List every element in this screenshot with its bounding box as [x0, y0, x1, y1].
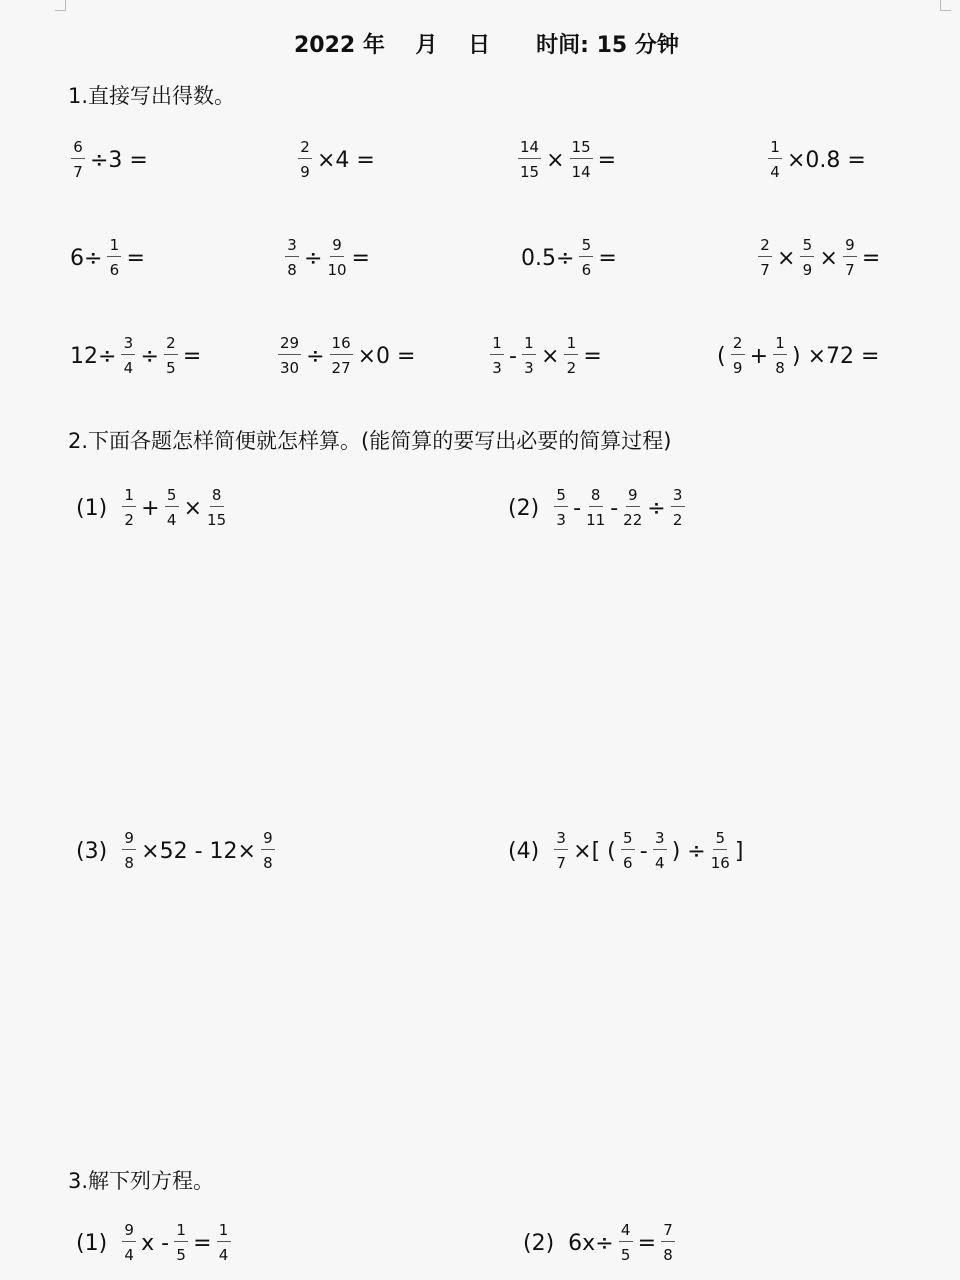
fraction: [570, 140, 593, 180]
fraction: [758, 238, 772, 278]
numerator: 8: [210, 488, 224, 507]
numerator: 3: [653, 831, 667, 850]
denominator: 5: [176, 1246, 186, 1264]
denominator: 7: [845, 261, 855, 279]
operator-text: ÷: [647, 495, 666, 521]
denominator: 9: [802, 261, 813, 279]
problem-number: (1): [76, 495, 108, 521]
fraction: [165, 488, 179, 528]
operator-text: ÷: [140, 343, 159, 369]
problem: [76, 831, 278, 871]
denominator: 2: [672, 511, 683, 529]
operator-text: -: [573, 495, 582, 521]
operator-text: =: [597, 147, 617, 173]
numerator: 1: [174, 1223, 188, 1242]
operator-text: ×: [777, 245, 796, 271]
fraction: [261, 831, 275, 871]
operator-text: ×0.8 =: [787, 147, 866, 173]
calc-problem: [295, 140, 377, 180]
operator-text: +: [141, 495, 160, 521]
numerator: 8: [589, 488, 603, 507]
fraction: [661, 1223, 675, 1263]
fraction: [522, 336, 536, 376]
fraction: [217, 1223, 231, 1263]
denominator: 4: [124, 1246, 134, 1264]
operator-text: ×0 =: [357, 343, 416, 369]
operator-text: 6x÷: [568, 1230, 614, 1256]
problem: [508, 831, 745, 871]
problem: [76, 488, 229, 528]
fraction: [164, 336, 178, 376]
calc-problem: [519, 238, 619, 278]
operator-text: =: [598, 245, 617, 271]
numerator: 6: [71, 140, 85, 159]
numerator: 1: [107, 238, 121, 257]
operator-text: ×[ (: [573, 838, 616, 864]
denominator: 8: [124, 854, 134, 872]
numerator: 3: [554, 831, 568, 850]
fraction: [122, 831, 136, 871]
fraction: [174, 1223, 188, 1263]
denominator: 8: [287, 261, 297, 279]
denominator: 3: [524, 359, 534, 377]
numerator: 3: [671, 488, 685, 507]
calc-problem: [715, 336, 881, 376]
numerator: 5: [800, 238, 814, 257]
denominator: 15: [520, 163, 540, 181]
fraction: [554, 488, 568, 528]
operator-text: -: [610, 495, 619, 521]
operator-text: +: [749, 343, 769, 369]
numerator: 1: [768, 140, 782, 159]
operator-text: x -: [141, 1230, 170, 1256]
denominator: 3: [556, 511, 566, 529]
numerator: 2: [298, 140, 312, 159]
numerator: 1: [522, 336, 536, 355]
operator-text: =: [861, 245, 881, 271]
calc-problem: [755, 238, 882, 278]
operator-text: -: [509, 343, 517, 369]
fraction: [278, 336, 301, 376]
denominator: 14: [571, 163, 591, 181]
fraction: [518, 140, 541, 180]
numerator: 1: [773, 336, 787, 355]
page-corner-mark: [55, 0, 66, 11]
denominator: 5: [166, 359, 176, 377]
fraction: [285, 238, 299, 278]
numerator: 9: [122, 831, 136, 850]
operator-text: =: [351, 245, 370, 271]
numerator: 16: [330, 336, 353, 355]
fraction: [122, 488, 136, 528]
numerator: 9: [122, 1223, 136, 1242]
numerator: 7: [661, 1223, 675, 1242]
calc-problem: [282, 238, 372, 278]
fraction: [773, 336, 787, 376]
operator-text: 12÷: [70, 343, 117, 369]
numerator: 15: [570, 140, 593, 159]
fraction: [653, 831, 667, 871]
numerator: 14: [518, 140, 541, 159]
numerator: 9: [843, 238, 857, 257]
denominator: 22: [623, 511, 643, 529]
problem-number: (1): [76, 1230, 108, 1256]
numerator: 9: [330, 238, 344, 257]
section-1-heading: 1.直接写出得数。: [68, 84, 236, 108]
denominator: 4: [770, 163, 780, 181]
fraction: [800, 238, 814, 278]
operator-text: ×: [540, 343, 560, 369]
operator-text: ÷: [304, 245, 323, 271]
problem-number: (3): [76, 838, 108, 864]
operator-text: 0.5÷: [521, 245, 575, 271]
denominator: 3: [492, 359, 502, 377]
problem: [76, 1223, 234, 1263]
fraction: [579, 238, 593, 278]
operator-text: ]: [734, 838, 744, 864]
problem: [508, 488, 688, 528]
problem-number: (2): [508, 495, 540, 521]
problem-number: (4): [508, 838, 540, 864]
fraction: [554, 831, 568, 871]
operator-text: ×: [819, 245, 838, 271]
denominator: 8: [775, 359, 785, 377]
denominator: 2: [566, 359, 577, 377]
numerator: 9: [261, 831, 275, 850]
denominator: 2: [124, 511, 134, 529]
calc-problem: [68, 140, 150, 180]
fraction: [619, 1223, 633, 1263]
fraction: [122, 1223, 136, 1263]
denominator: 7: [73, 163, 83, 181]
denominator: 6: [581, 261, 592, 279]
operator-text: -: [639, 838, 648, 864]
operator-text: ×52 - 12×: [141, 838, 256, 864]
fraction: [621, 831, 635, 871]
operator-text: ) ×72 =: [792, 343, 880, 369]
fraction: [768, 140, 782, 180]
denominator: 4: [218, 1246, 229, 1264]
denominator: 4: [123, 359, 134, 377]
numerator: 29: [278, 336, 301, 355]
numerator: 1: [217, 1223, 231, 1242]
section-2-heading: 2.下面各题怎样简便就怎样算。(能简算的要写出必要的简算过程): [68, 429, 672, 453]
denominator: 6: [622, 854, 633, 872]
denominator: 8: [663, 1246, 673, 1264]
denominator: 4: [654, 854, 665, 872]
operator-text: 6÷: [70, 245, 103, 271]
calc-problem: [68, 238, 147, 278]
numerator: 2: [164, 336, 178, 355]
problem-number: (2): [523, 1230, 555, 1256]
numerator: 5: [713, 831, 727, 850]
numerator: 2: [758, 238, 772, 257]
numerator: 2: [731, 336, 745, 355]
denominator: 9: [732, 359, 743, 377]
numerator: 1: [564, 336, 578, 355]
fraction: [207, 488, 226, 528]
numerator: 5: [554, 488, 568, 507]
fraction: [564, 336, 578, 376]
operator-text: ÷: [306, 343, 325, 369]
operator-text: ×: [183, 495, 203, 521]
calc-problem: [487, 336, 604, 376]
operator-text: ) ÷: [671, 838, 706, 864]
fraction: [327, 238, 346, 278]
operator-text: =: [182, 343, 202, 369]
numerator: 9: [626, 488, 640, 507]
numerator: 3: [285, 238, 299, 257]
calc-problem: [765, 140, 868, 180]
fraction: [107, 238, 121, 278]
operator-text: ×4 =: [317, 147, 375, 173]
denominator: 11: [586, 511, 606, 529]
operator-text: ÷3 =: [90, 147, 148, 173]
numerator: 1: [122, 488, 136, 507]
numerator: 5: [621, 831, 635, 850]
fraction: [731, 336, 745, 376]
fraction: [490, 336, 504, 376]
fraction: [330, 336, 353, 376]
denominator: 10: [327, 261, 347, 279]
operator-text: (: [717, 343, 726, 369]
denominator: 16: [710, 854, 730, 872]
numerator: 1: [490, 336, 504, 355]
page-corner-mark: [940, 0, 951, 11]
numerator: 5: [579, 238, 593, 257]
calc-problem: [68, 336, 203, 376]
denominator: 9: [300, 163, 310, 181]
fraction: [671, 488, 685, 528]
denominator: 5: [620, 1246, 631, 1264]
operator-text: =: [637, 1230, 657, 1256]
numerator: 5: [165, 488, 179, 507]
denominator: 30: [280, 359, 300, 377]
numerator: 3: [121, 336, 135, 355]
calc-problem: [515, 140, 618, 180]
fraction: [843, 238, 857, 278]
operator-text: =: [193, 1230, 212, 1256]
problem: [523, 1223, 678, 1263]
operator-text: =: [583, 343, 602, 369]
numerator: 4: [619, 1223, 633, 1242]
operator-text: ×: [546, 147, 565, 173]
fraction: [711, 831, 730, 871]
fraction: [586, 488, 605, 528]
fraction: [298, 140, 312, 180]
fraction: [71, 140, 85, 180]
calc-problem: [275, 336, 417, 376]
denominator: 4: [166, 511, 177, 529]
denominator: 15: [207, 511, 227, 529]
denominator: 8: [263, 854, 273, 872]
denominator: 7: [556, 854, 566, 872]
denominator: 7: [760, 261, 770, 279]
operator-text: =: [126, 245, 145, 271]
denominator: 6: [109, 261, 120, 279]
fraction: [121, 336, 135, 376]
denominator: 27: [331, 359, 351, 377]
worksheet-header: 2022 年 月 日 时间: 15 分钟: [294, 33, 679, 58]
fraction: [623, 488, 642, 528]
section-3-heading: 3.解下列方程。: [68, 1169, 215, 1193]
